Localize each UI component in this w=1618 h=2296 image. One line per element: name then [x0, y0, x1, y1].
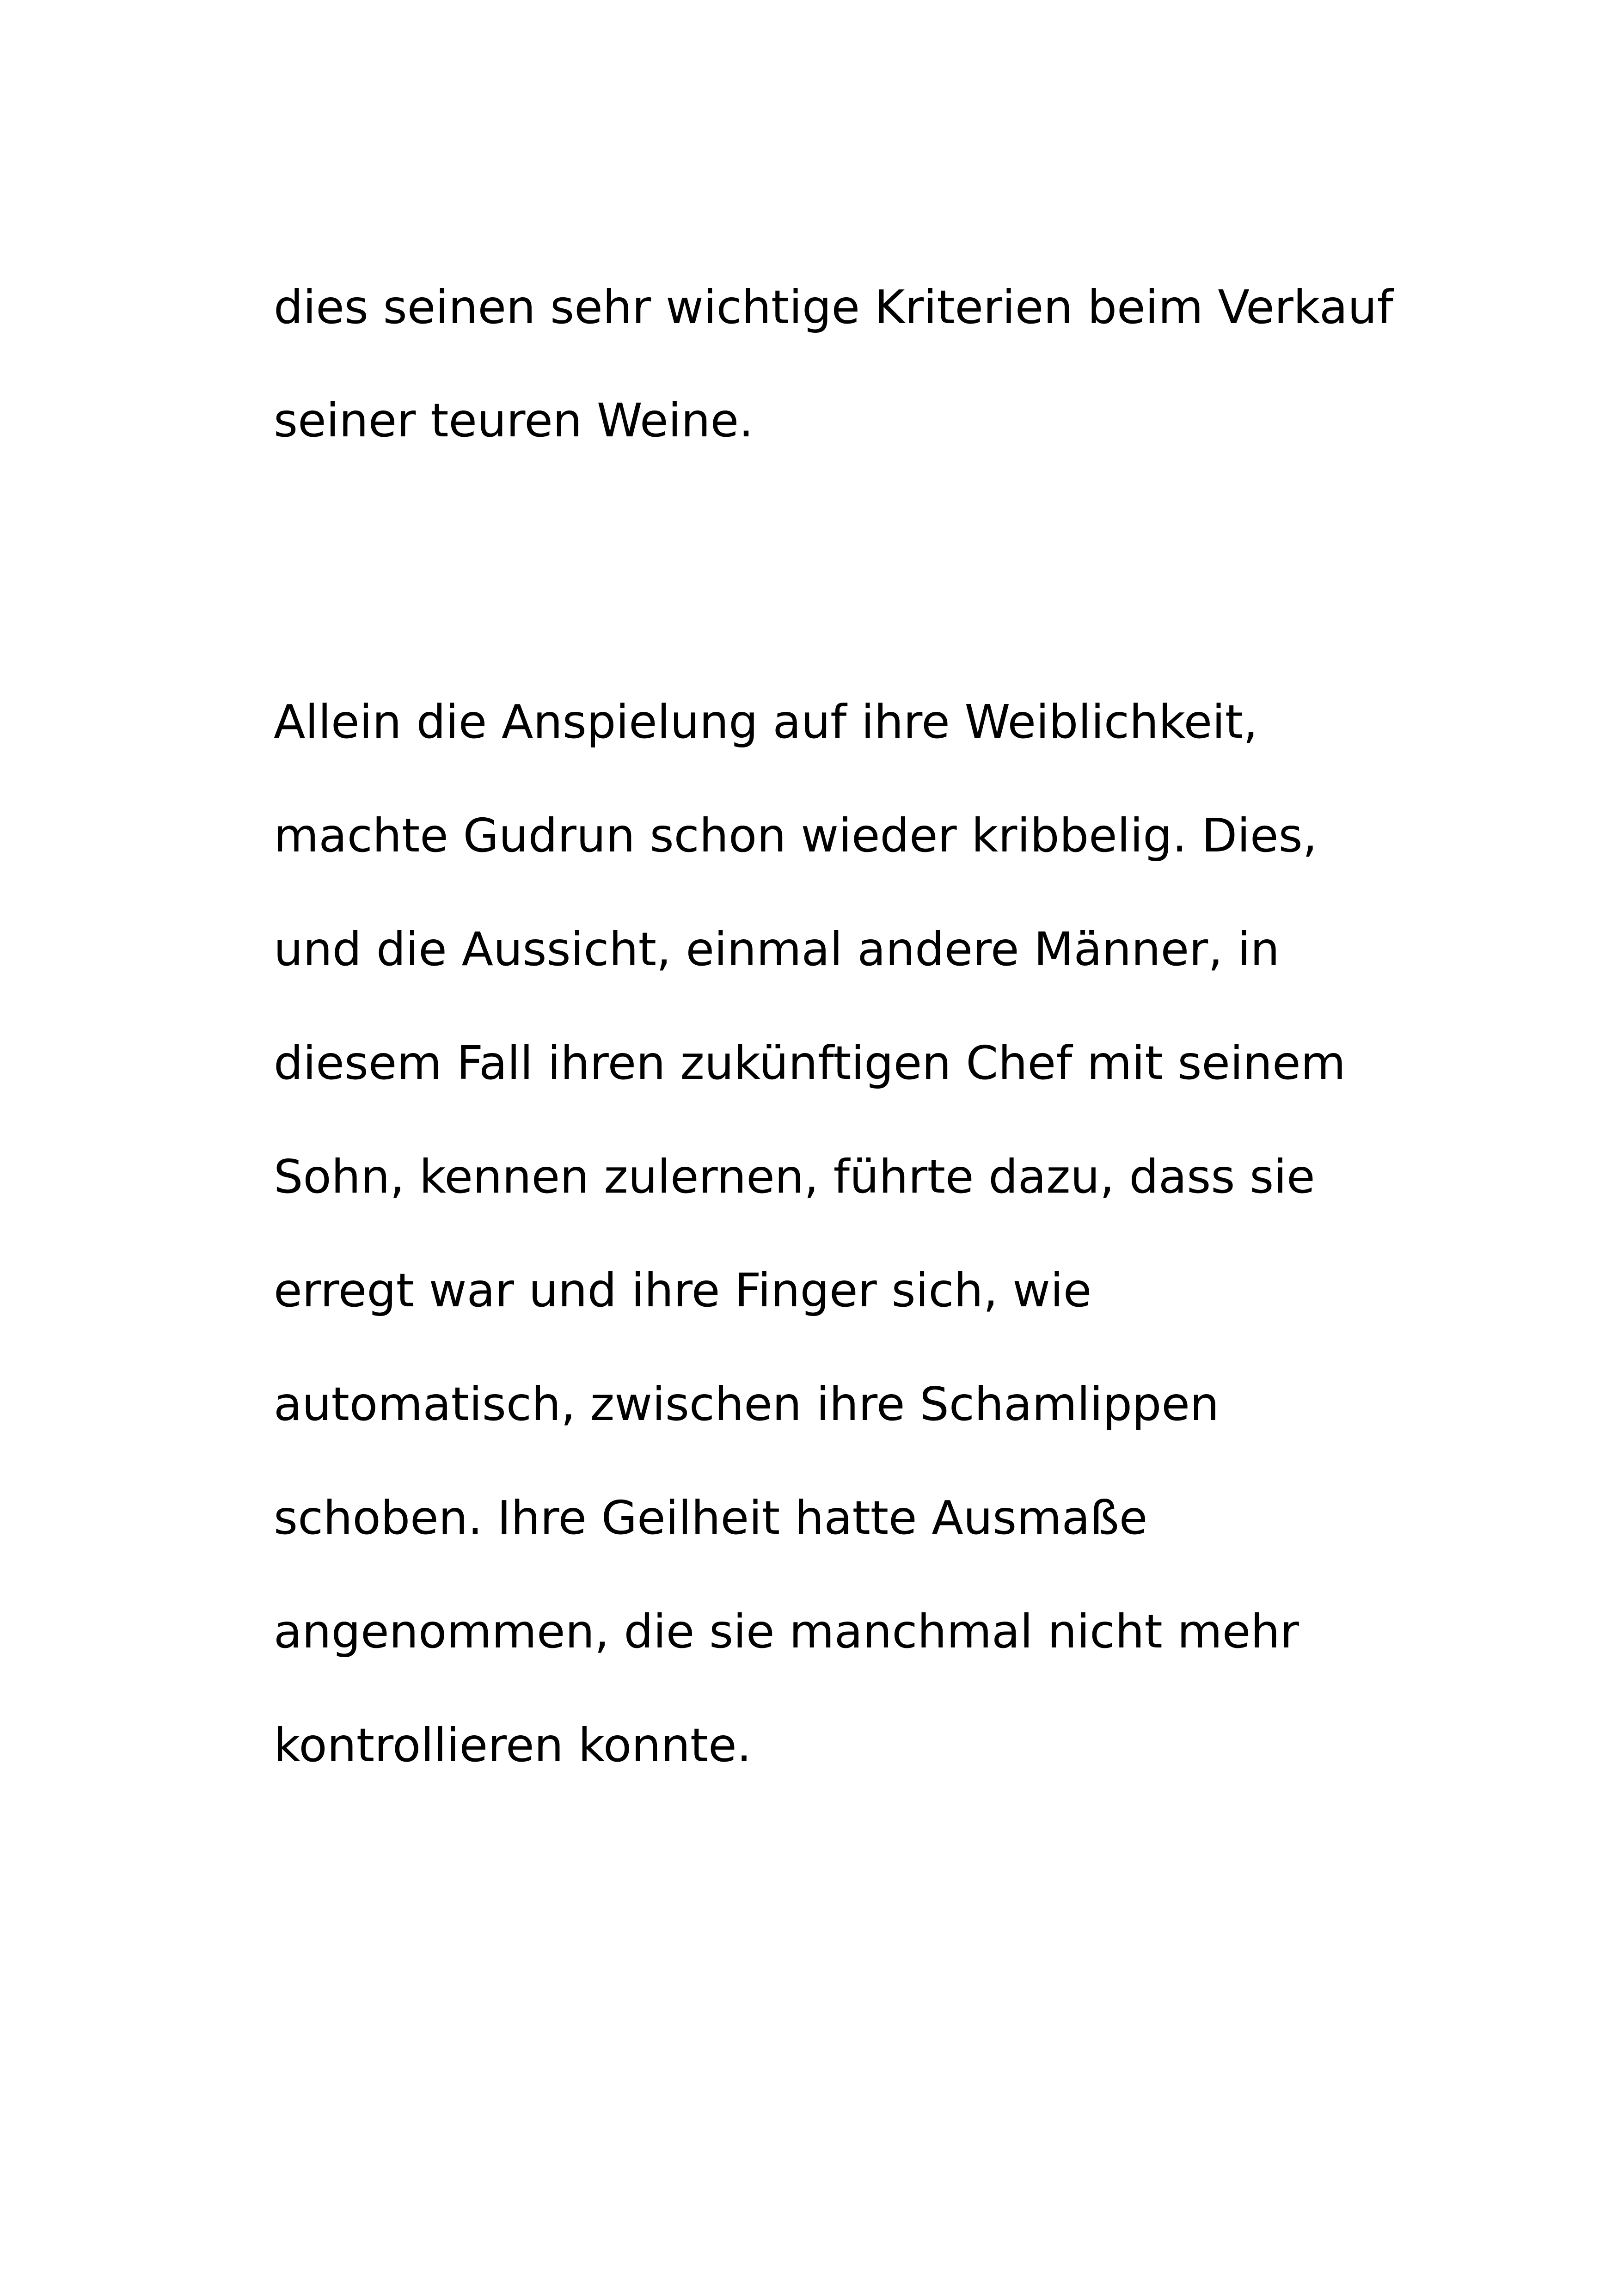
text-line: und die Aussicht, einmal andere Männer, in: [274, 922, 1280, 976]
text-line: dies seinen sehr wichtige Kriterien beim Verkauf: [274, 280, 1393, 334]
text-line: Allein die Anspielung auf ihre Weiblichkeit,: [274, 695, 1258, 749]
text-line: schoben. Ihre Geilheit hatte Ausmaße: [274, 1491, 1148, 1545]
text-line: angenommen, die sie manchmal nicht mehr: [274, 1604, 1299, 1659]
text-line: seiner teuren Weine.: [274, 393, 754, 447]
text-line: kontrollieren konnte.: [274, 1718, 752, 1772]
text-line: automatisch, zwischen ihre Schamlippen: [274, 1377, 1220, 1431]
text-line: diesem Fall ihren zukünftigen Chef mit seinem: [274, 1036, 1346, 1090]
text-line: Sohn, kennen zulernen, führte dazu, dass sie: [274, 1150, 1315, 1204]
text-line: machte Gudrun schon wieder kribbelig. Dies,: [274, 808, 1318, 863]
text-line: erregt war und ihre Finger sich, wie: [274, 1263, 1092, 1317]
